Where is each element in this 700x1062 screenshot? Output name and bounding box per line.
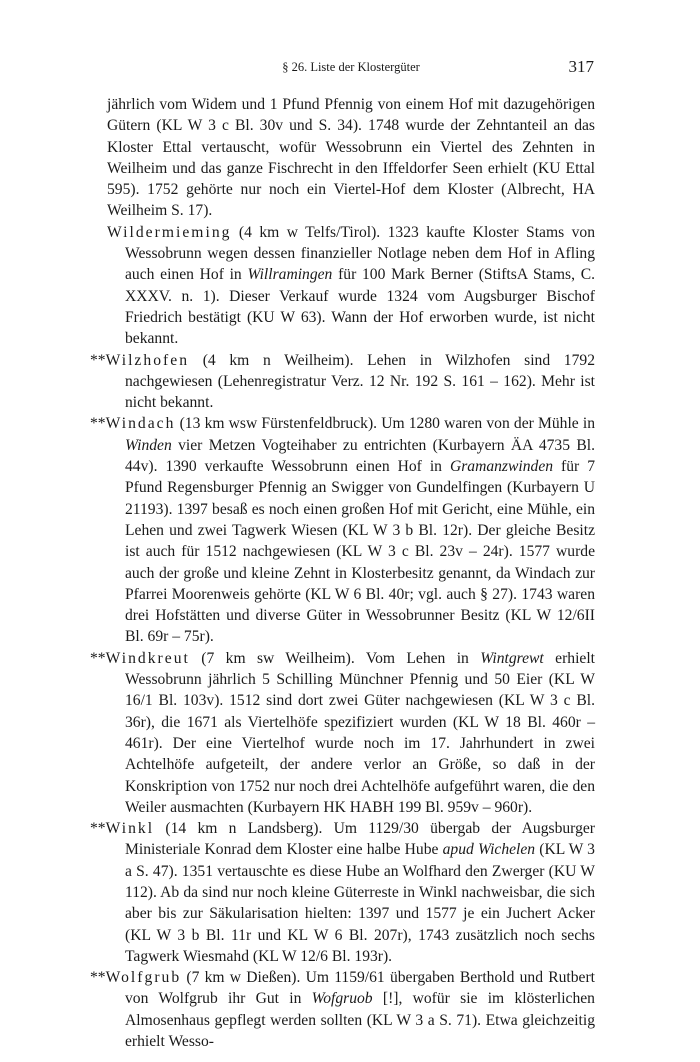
entry-text: erhielt Wessobrunn jährlich 5 Schilling Münchner Pfennig und 50 Eier (KL W 16/1 Bl. 103v). 1512 sind dort zwei Güter nachgewiesen (KL W 3 c Bl. 36r), die 1671 als Viertelhöfe spezifiziert wurden (KL W 18 Bl. 460r – 461r). Der eine Viertelhof wurde noch im 17. Jahrhundert in zwei Achtelhöfe aufgeteilt, der andere verlor an Größe, so daß in der Konskription von 1752 nur noch drei Achtelhöfe aufgeführt waren, die den Weiler ausmachten (Kurbayern HK HABH 199 Bl. 959v – 960r). — [125, 649, 595, 816]
entry-wildermieming — [107, 222, 595, 350]
historic-place-form: Gramanzwinden — [449, 458, 554, 476]
entry-text: (7 km w Dießen). Um 1159/61 übergaben Berthold und Rutbert von Wolfgrub ihr Gut in — [125, 969, 595, 1008]
entry-text: (7 km sw Weilheim). Vom Lehen in — [189, 649, 481, 667]
entry-text: [!], wofür sie im klösterlichen Almosenhaus gepflegt werden sollten (KL W 3 a S. 71). Etwa gleichzeitig erhielt Wesso- — [125, 990, 595, 1051]
entry-wilzhofen — [90, 350, 595, 414]
place-name: Wildermieming — [107, 223, 232, 241]
entry-wolfgrub — [90, 967, 595, 1052]
entry-continuation — [107, 94, 595, 222]
place-name: Wolfgrub — [105, 969, 182, 987]
place-name: Windach — [105, 415, 176, 433]
historic-place-form: apud Wichelen — [442, 841, 536, 859]
page-header — [108, 57, 594, 79]
entry-marker: ** — [90, 649, 106, 667]
entry-marker: ** — [90, 820, 106, 838]
entry-text: (4 km n Weilheim). Lehen in Wilzhofen sind 1792 nachgewiesen (Lehenregistratur Verz. 12 Nr. 192 S. 161 – 162). Mehr ist nicht bekannt. — [125, 351, 595, 412]
entry-windach — [90, 413, 595, 647]
running-head: § 26. Liste der Klostergüter — [282, 60, 420, 74]
place-name: Windkreut — [105, 649, 190, 667]
entry-windkreut — [90, 648, 595, 818]
entry-text: vier Metzen Vogteihaber zu entrichten (Kurbayern ÄA 4735 Bl. 44v). 1390 verkaufte Wessobrunn einen Hof in — [125, 436, 595, 476]
entry-text: (14 km n Landsberg). Um 1129/30 übergab der Augsburger Ministeriale Konrad dem Kloster eine halbe Hube — [125, 820, 595, 859]
entry-text: für 100 Mark Berner (StiftsA Stams, C. XXXV. n. 1). Dieser Verkauf wurde 1324 vom Augsburger Bischof Friedrich bestätigt (KU W 63). Wann der Hof erworben wurde, ist nicht bekannt. — [125, 266, 595, 348]
entry-text: für 7 Pfund Regensburger Pfennig an Swigger von Gundelfingen (Kurbayern U 21193). 1397 besaß es noch einen großen Hof mit Gericht, eine Mühle, ein Lehen und zwei Tagwerk Wiesen (KL W 3 b Bl. 12r). Der gleiche Besitz ist auch für 1512 nachgewiesen (KL W 3 c Bl. 23v – 24r). 1577 wurde auch der große und kleine Zehnt in Klosterbesitz genannt, da Windach zur Pfarrei Moorenweis gehörte (KL W 6 Bl. 40r; vgl. auch § 27). 1743 waren drei Hofstätten und diverse Güter in Wessobrunner Besitz (KL W 12/6II Bl. 69r – 75r). — [125, 458, 595, 646]
place-name: Winkl — [105, 820, 155, 838]
entry-text: jährlich vom Widem und 1 Pfund Pfennig von einem Hof mit dazugehörigen Gütern (KL W 3 c Bl. 30v und S. 34). 1748 wurde der Zehntanteil an das Kloster Ettal vertauscht, wofür Wessobrunn ein Viertel des Zehnten in Weilheim und das ganze Fischrecht in den Iffeldorfer Seen erhielt (KU Ettal 595). 1752 gehörte nur noch ein Viertel-Hof dem Kloster (Albrecht, HA Weilheim S. 17). — [107, 96, 595, 220]
entry-winkl — [90, 818, 595, 967]
historic-place-form: Willramingen — [247, 266, 333, 284]
historic-place-form: Winden — [125, 436, 172, 454]
historic-place-form: Wofgruob — [311, 990, 373, 1008]
historic-place-form: Wintgrewt — [480, 649, 544, 667]
page-number: 317 — [568, 57, 594, 76]
entry-marker: ** — [90, 351, 106, 369]
entry-marker: ** — [90, 415, 106, 433]
place-name: Wilzhofen — [105, 351, 190, 369]
entry-marker: ** — [90, 969, 106, 987]
entry-text: (13 km wsw Fürstenfeldbruck). Um 1280 waren von der Mühle in — [175, 415, 595, 433]
entry-text: (4 km w Telfs/Tirol). 1323 kaufte Kloster Stams von Wessobrunn wegen dessen finanzieller Notlage neben dem Hof in Afling auch einen Hof in — [125, 223, 595, 284]
entry-text: (KL W 3 a S. 47). 1351 vertauschte es diese Hube an Wolfhard den Zwerger (KU W 112). Ab da sind nur noch kleine Güterreste in Winkl nachweisbar, die sich aber bis zur Säkularisation hielten: 1397 und 1577 je ein Juchert Acker (KL W 3 b Bl. 11r und KL W 6 Bl. 207r), 1743 zusätzlich noch sechs Tagwerk Wiesmahd (KL W 12/6 Bl. 193r). — [125, 841, 595, 965]
body-text — [90, 94, 595, 1052]
